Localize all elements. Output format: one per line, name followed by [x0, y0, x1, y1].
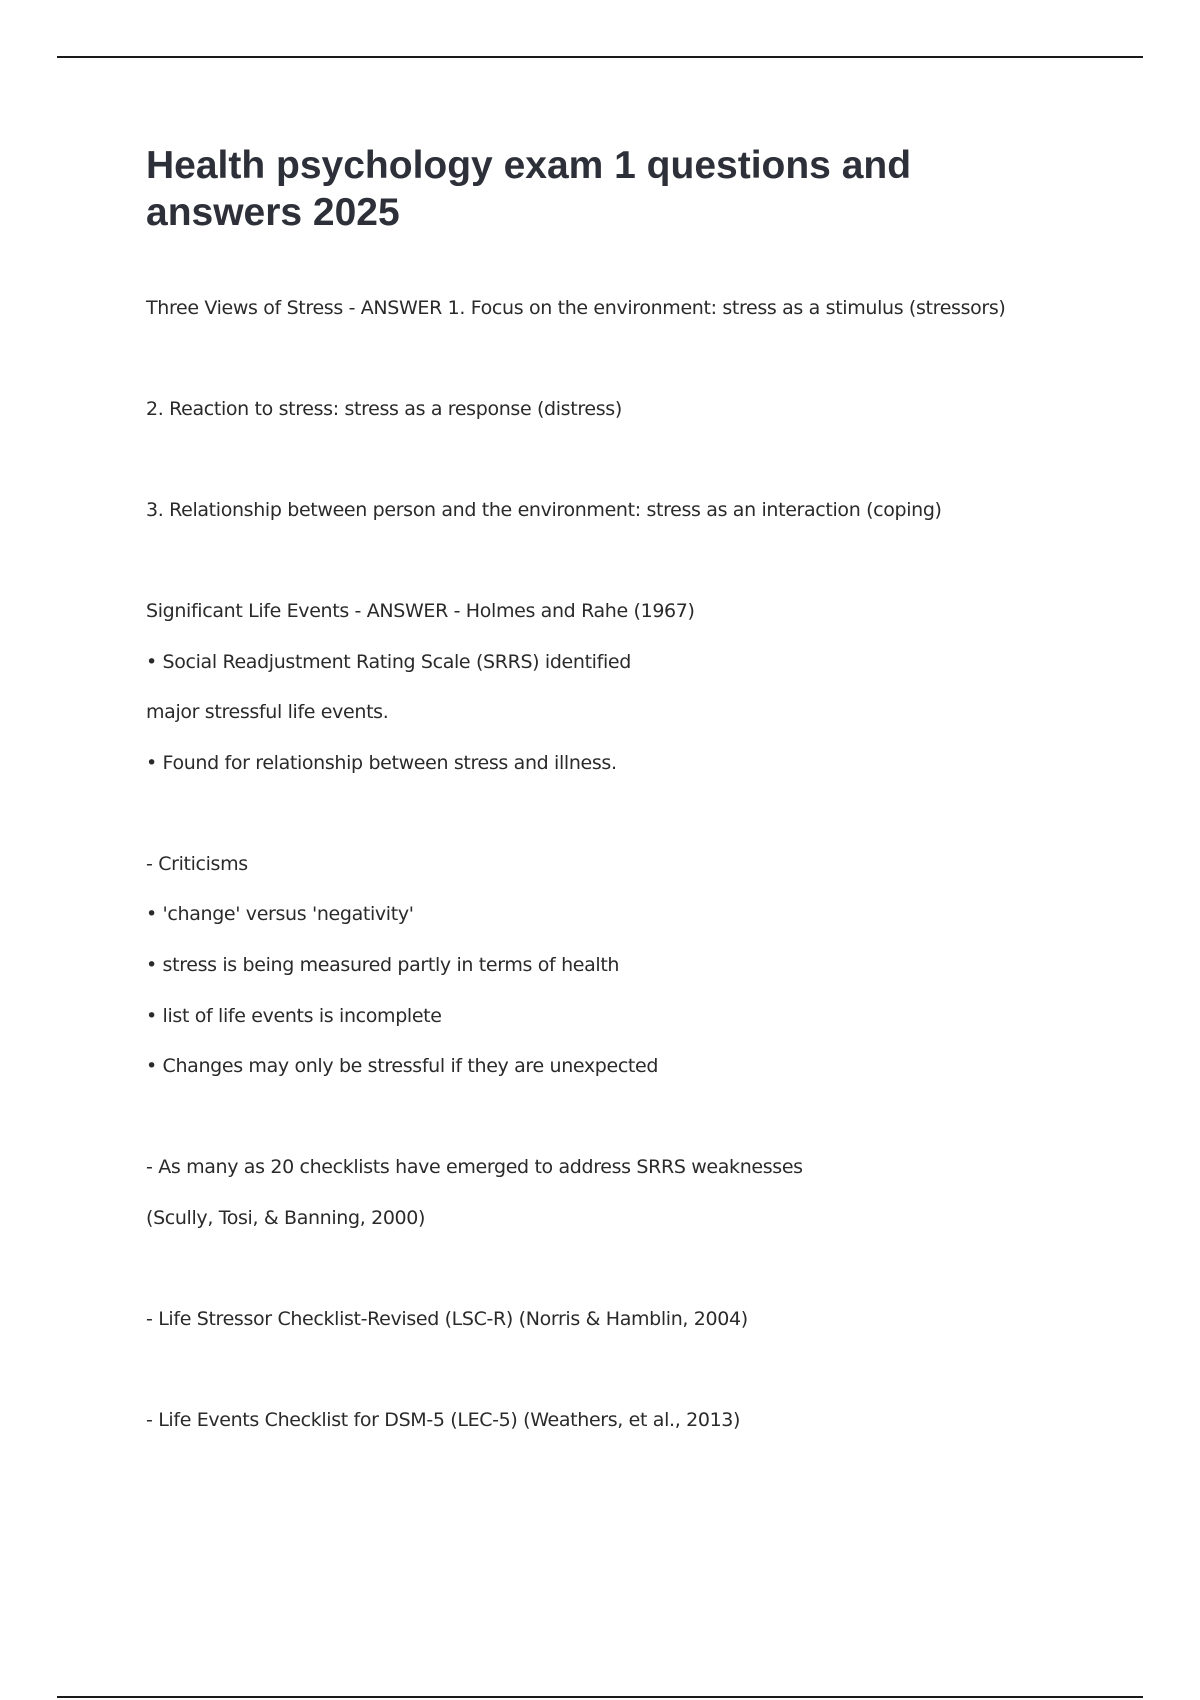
criticism-measured-health: • stress is being measured partly in terms of health [146, 954, 620, 976]
top-divider [57, 56, 1143, 58]
bottom-divider [57, 1696, 1143, 1698]
criticism-change-vs-negativity: • 'change' versus 'negativity' [146, 903, 414, 925]
stress-view-reaction: 2. Reaction to stress: stress as a response (distress) [146, 398, 622, 420]
answer-significant-life-events: Significant Life Events - ANSWER - Holmes and Rahe (1967) [146, 600, 695, 622]
criticisms-heading: - Criticisms [146, 853, 248, 875]
answer-three-views-of-stress: Three Views of Stress - ANSWER 1. Focus on the environment: stress as a stimulus (stressors) [146, 297, 1006, 319]
bullet-srrs-continuation: major stressful life events. [146, 701, 389, 723]
lec-5-checklist: - Life Events Checklist for DSM-5 (LEC-5) (Weathers, et al., 2013) [146, 1409, 741, 1431]
criticism-list-incomplete: • list of life events is incomplete [146, 1005, 442, 1027]
bullet-stress-illness: • Found for relationship between stress and illness. [146, 752, 617, 774]
criticism-unexpected-changes: • Changes may only be stressful if they are unexpected [146, 1055, 659, 1077]
stress-view-relationship: 3. Relationship between person and the environment: stress as an interaction (coping) [146, 499, 942, 521]
bullet-srrs-identified: • Social Readjustment Rating Scale (SRRS) identified [146, 651, 631, 673]
lsc-r-checklist: - Life Stressor Checklist-Revised (LSC-R) (Norris & Hamblin, 2004) [146, 1308, 748, 1330]
checklists-citation: (Scully, Tosi, & Banning, 2000) [146, 1207, 426, 1229]
checklists-note: - As many as 20 checklists have emerged to address SRRS weaknesses [146, 1156, 803, 1178]
page-title: Health psychology exam 1 questions and answers 2025 [146, 144, 912, 234]
